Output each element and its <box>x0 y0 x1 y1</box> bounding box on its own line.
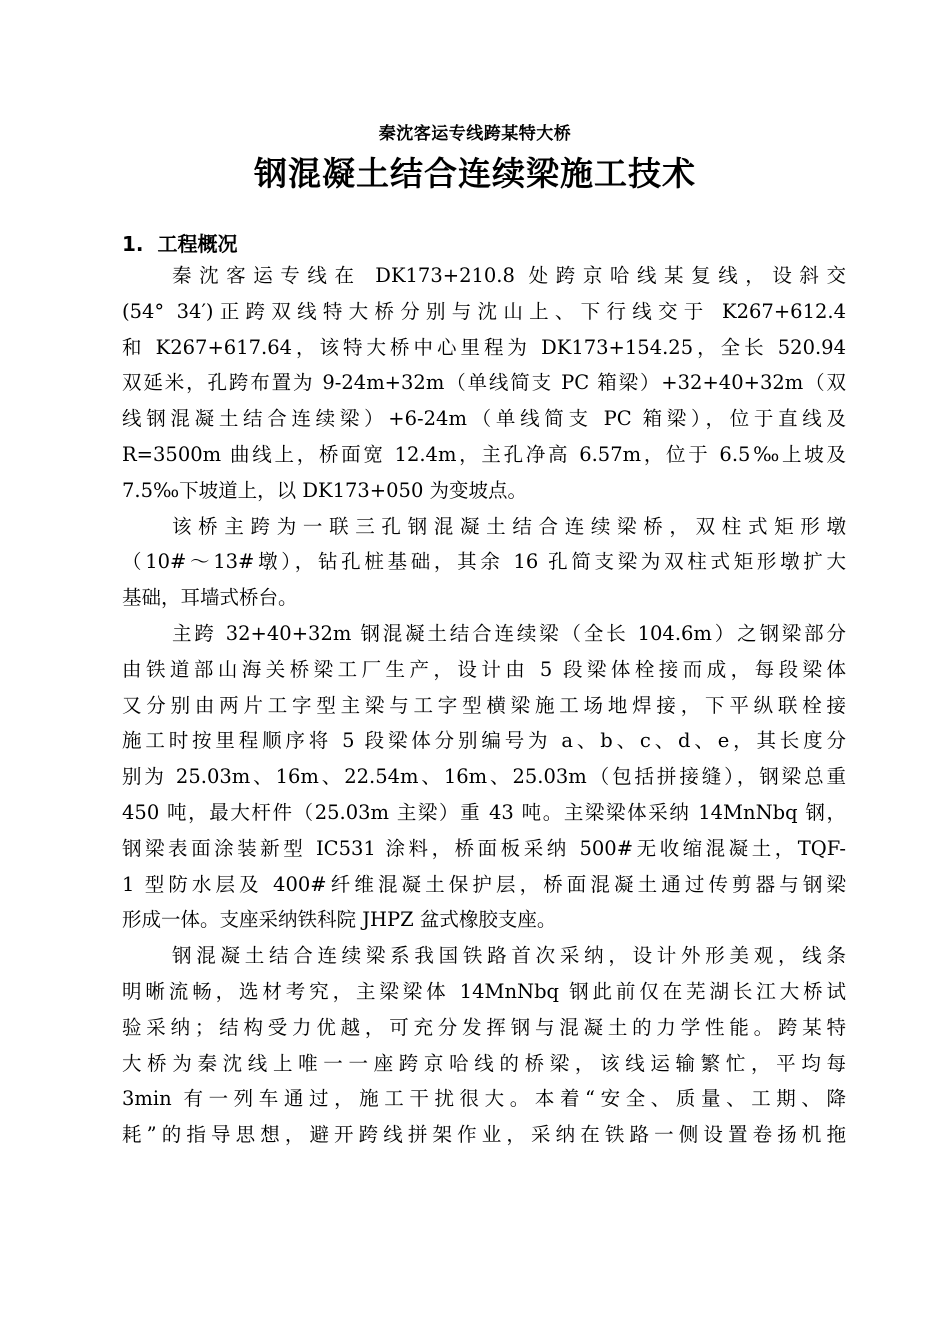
body-text <box>122 258 846 1153</box>
text-line: 明晰流畅，选材考究，主梁梁体 14MnNbq 钢此前仅在芜湖长江大桥试 <box>122 979 846 1003</box>
section-heading <box>122 229 238 259</box>
text-line: 1 型防水层及 400#纤维混凝土保护层，桥面混凝土通过传剪器与钢梁 <box>122 872 846 896</box>
text-line: 该桥主跨为一联三孔钢混凝土结合连续梁桥，双柱式矩形墩 <box>172 514 846 538</box>
paragraph <box>122 509 846 616</box>
text-line: 线钢混凝土结合连续梁）+6-24m（单线简支 PC 箱梁），位于直线及 <box>122 407 846 431</box>
text-line: 由铁道部山海关桥梁工厂生产，设计由 5 段梁体栓接而成，每段梁体 <box>122 657 846 681</box>
text-line: （10#～13#墩），钻孔桩基础，其余 16 孔简支梁为双柱式矩形墩扩大 <box>122 550 846 574</box>
document-title: 钢混凝土结合连续梁施工技术 <box>254 154 696 193</box>
text-line: 又分别由两片工字型主梁与工字型横梁施工场地焊接，下平纵联栓接 <box>122 693 846 717</box>
text-line: R=3500m 曲线上，桥面宽 12.4m，主孔净高 6.57m，位于 6.5‰上坡及 <box>122 442 846 466</box>
text-line: 大桥为秦沈线上唯一一座跨京哈线的桥梁，该线运输繁忙，平均每 <box>122 1051 846 1075</box>
text-line: 钢混凝土结合连续梁系我国铁路首次采纳，设计外形美观，线条 <box>172 944 846 968</box>
text-line: 基础，耳墙式桥台。 <box>122 586 298 610</box>
text-line: 别为 25.03m、16m、22.54m、16m、25.03m（包括拼接缝），钢梁总重 <box>122 765 846 789</box>
text-line: 双延米，孔跨布置为 9-24m+32m（单线简支 PC 箱梁）+32+40+32m（双 <box>122 371 846 395</box>
text-line: 耗”的指导思想，避开跨线拼架作业，采纳在铁路一侧设置卷扬机拖 <box>122 1123 846 1147</box>
text-line: 秦沈客运专线在 DK173+210.8 处跨京哈线某复线，设斜交 <box>172 264 846 287</box>
text-line: 钢梁表面涂装新型 IC531 涂料，桥面板采纳 500#无收缩混凝土，TQF- <box>122 836 846 860</box>
paragraph <box>122 938 846 1153</box>
section-number: 1. <box>122 232 144 256</box>
text-line: 3min 有一列车通过，施工干扰很大。本着“安全、质量、工期、降 <box>122 1087 846 1111</box>
text-line: 和 K267+617.64，该特大桥中心里程为 DK173+154.25，全长 520.94 <box>122 335 846 359</box>
text-line: 主跨 32+40+32m 钢混凝土结合连续梁（全长 104.6m）之钢梁部分 <box>172 621 846 645</box>
text-line: 450 吨，最大杆件（25.03m 主梁）重 43 吨。主梁梁体采纳 14MnNbq 钢， <box>122 800 846 824</box>
text-line: 7.5‰下坡道上，以 DK173+050 为变坡点。 <box>122 478 528 502</box>
text-line: 形成一体。支座采纳铁科院 JHPZ 盆式橡胶支座。 <box>122 908 557 932</box>
paragraph <box>122 616 846 938</box>
document-subtitle: 秦沈客运专线跨某特大桥 <box>378 124 572 144</box>
text-line: 施工时按里程顺序将 5 段梁体分别编号为 a、b、c、d、e，其长度分 <box>122 729 846 753</box>
text-line: (54° 34′)正跨双线特大桥分别与沈山上、下行线交于 K267+612.4 <box>122 299 846 323</box>
text-line: 验采纳；结构受力优越，可充分发挥钢与混凝土的力学性能。跨某特 <box>122 1015 846 1039</box>
section-heading-text: 工程概况 <box>157 232 238 256</box>
paragraph <box>122 258 846 509</box>
